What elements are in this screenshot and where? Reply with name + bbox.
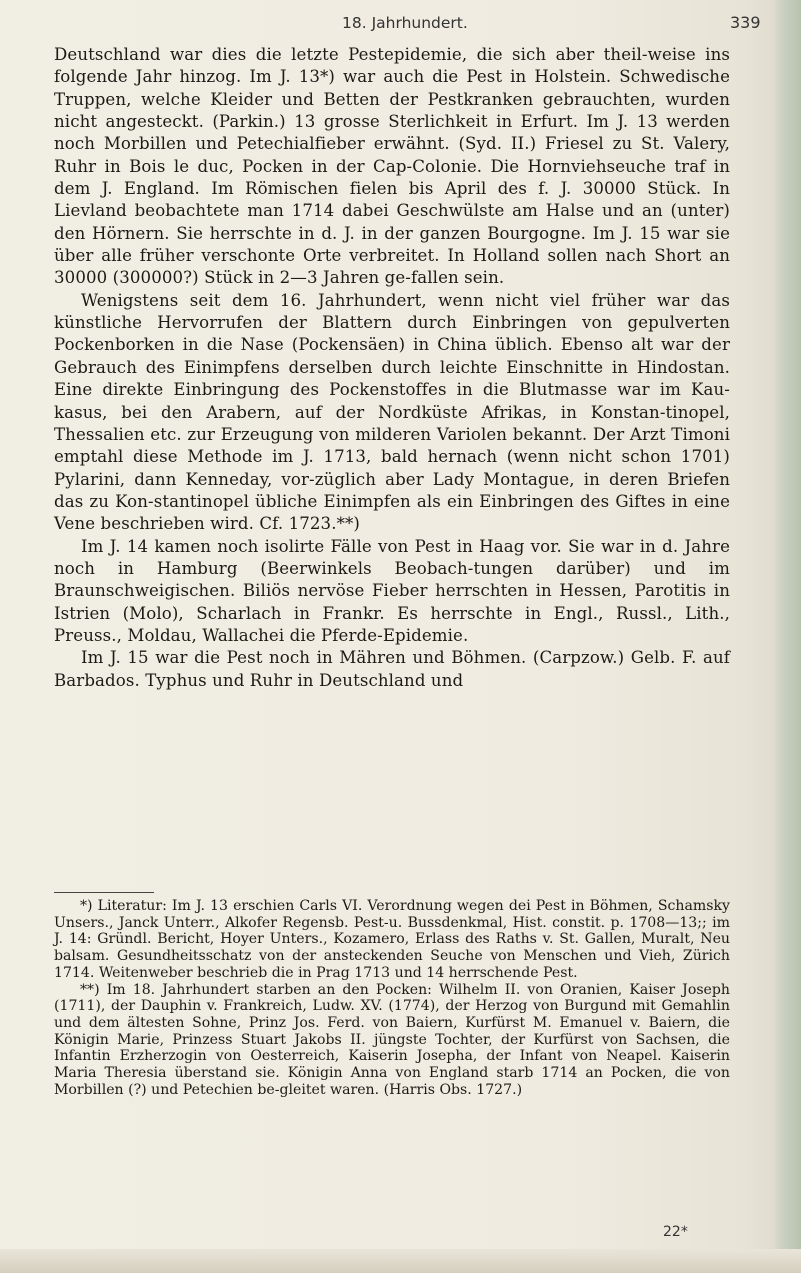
page-bottom-edge <box>0 1249 801 1273</box>
running-title: 18. Jahrhundert. <box>342 14 468 32</box>
paragraph: Im J. 15 war die Pest noch in Mähren und Böhmen. (Carpzow.) Gelb. F. auf Barbados. Typhus und Ruhr in Deutschland und <box>54 648 730 690</box>
paragraph: Wenigstens seit dem 16. Jahrhundert, wenn nicht viel früher war das künstliche Hervorrufen der Blattern durch Einbringen von gepulverten Pockenborken in die Nase (Pockensäen) in China üblich. Ebenso alt war der Gebrauch des Einimpfens derselben durch leichte Einschnitte in Hindostan. Eine direkte Einbringung des Pockenstoffes in die Blutmasse war im Kau-kasus, bei den Arabern, auf der Nordküste Afrikas, in Konstan-tinopel, Thessalien etc. zur Erzeugung von milderen Variolen bekannt. Der Arzt Timoni emptahl diese Methode im J. 1713, bald hernach (wenn nicht schon 1701) Pylarini, dann Kenneday, vor-züglich aber Lady Montague, in deren Briefen das zu Kon-stantinopel übliche Einimpfen als ein Einbringen des Giftes in eine Vene beschrieben wird. Cf. 1723.**) <box>54 290 730 534</box>
page-edge-shadow <box>773 0 801 1273</box>
page-number: 339 <box>730 13 761 32</box>
main-text <box>54 44 730 692</box>
footnote-divider <box>54 892 154 893</box>
page-header <box>0 14 801 38</box>
paragraph: Im J. 14 kamen noch isolirte Fälle von Pest in Haag vor. Sie war in d. Jahre noch in Hamburg (Beerwinkels Beobach-tungen darüber) und im Braunschweigischen. Biliös nervöse Fieber herrschten in Hessen, Parotitis in Istrien (Molo), Scharlach in Frankr. Es herrschte in Engl., Russl., Lith., Preuss., Moldau, Wallachei die Pferde-Epidemie. <box>54 536 730 645</box>
footnotes <box>54 898 730 1098</box>
paragraph: Deutschland war dies die letzte Pestepidemie, die sich aber theil-weise ins folgende Jahr hinzog. Im J. 13*) war auch die Pest in Holstein. Schwedische Truppen, welche Kleider und Betten der Pestkranken gebrauchten, wurden nicht angesteckt. (Parkin.) 13 grosse Sterlichkeit in Erfurt. Im J. 13 werden noch Morbillen und Petechialfieber erwähnt. (Syd. II.) Friesel zu St. Valery, Ruhr in Bois le duc, Pocken in der Cap-Colonie. Die Hornviehseuche traf in dem J. England. Im Römischen fielen bis April des f. J. 30000 Stück. In Lievland beobachtete man 1714 dabei Geschwülste am Halse und an (unter) den Hörnern. Sie herrschte in d. J. in der ganzen Bourgogne. Im J. 15 war sie über alle früher verschonte Orte verbreitet. In Holland sollen nach Short an 30000 (300000?) Stück in 2—3 Jahren ge-fallen sein. <box>54 45 730 288</box>
footnote: *) Literatur: Im J. 13 erschien Carls VI. Verordnung wegen dei Pest in Böhmen, Schamsky Unsers., Janck Unterr., Alkofer Regensb. Pest-u. Bussdenkmal, Hist. constit. p. 1708—13;; im J. 14: Gründl. Bericht, Hoyer Unters., Kozamero, Erlass des Raths v. St. Gallen, Muralt, Neu balsam. Gesundheitsschatz von der ansteckenden Seuche von Menschen und Vieh, Zürich 1714. Weitenweber beschrieb die in Prag 1713 und 14 herrschende Pest. <box>54 898 730 981</box>
signature-mark: 22* <box>663 1224 688 1240</box>
footnote: **) Im 18. Jahrhundert starben an den Pocken: Wilhelm II. von Oranien, Kaiser Joseph (1711), der Dauphin v. Frankreich, Ludw. XV. (1774), der Herzog von Burgund mit Gemahlin und dem ältesten Sohne, Prinz Jos. Ferd. von Baiern, Kurfürst M. Emanuel v. Baiern, die Königin Marie, Prinzess Stuart Jakobs II. jüngste Tochter, der Kurfürst von Sachsen, die Infantin Erzherzogin von Oesterreich, Kaiserin Josepha, der Infant von Neapel. Kaiserin Maria Theresia überstand sie. Königin Anna von England starb 1714 an Pocken, die von Morbillen (?) und Petechien be-gleitet waren. (Harris Obs. 1727.) <box>54 981 730 1098</box>
